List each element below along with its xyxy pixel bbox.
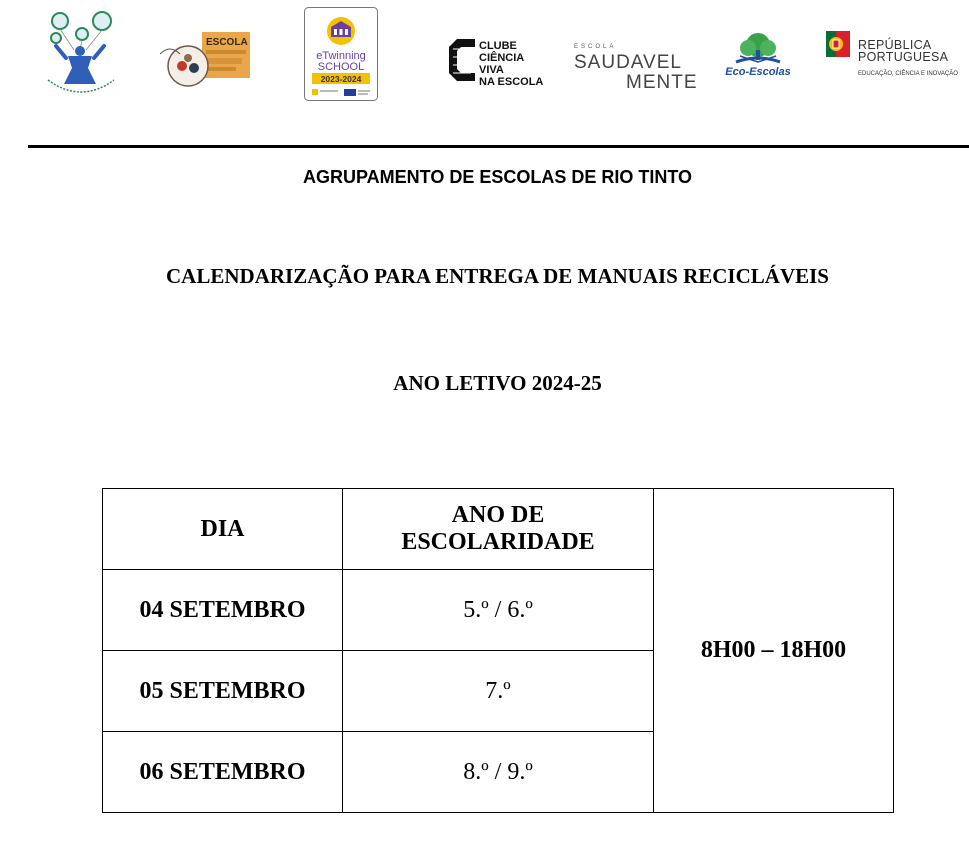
grade-cell: 8.º / 9.º [343,732,654,813]
eco-escolas-logo [718,32,798,80]
time-range: 8H00 – 18H00 [700,637,847,663]
table-header-row [103,489,894,570]
sm-small-word: ESCOLA [574,44,617,50]
header-grade-line-1: ANO DE [451,502,545,528]
day-cell: 06 SETEMBRO [103,732,343,813]
school-name: AGRUPAMENTO DE ESCOLAS DE RIO TINTO [302,167,693,187]
republica-line-2: PORTUGUESA [858,50,949,64]
republica-ministry: EDUCAÇÃO, CIÊNCIA E INOVAÇÃO [858,71,958,77]
grade-cell: 7.º [343,651,654,732]
etwinning-name: eTwinning [316,50,366,62]
escola-word: ESCOLA [206,37,248,48]
ccv-line-2: CIÊNCIA VIVA [479,52,524,76]
ccv-line-1: CLUBE [479,40,517,52]
school-year: ANO LETIVO 2024-25 [393,371,602,395]
escola-saudavel-mente-logo [574,44,702,92]
ccv-line-3: NA ESCOLA [479,76,544,88]
header-day-label: DIA [200,515,245,542]
sm-line-1: SAUDAVEL [574,52,682,73]
header-grade [343,489,654,570]
time-cell [654,489,894,813]
escola-sem-bullying-logo [160,32,252,88]
etwinning-school-logo [304,7,378,101]
republica-line-1: REPÚBLICA [858,38,932,52]
etwinning-years: 2023-2024 [320,74,362,84]
eco-escolas-label: Eco-Escolas [725,66,791,78]
sm-line-2: MENTE [626,72,698,93]
republica-portuguesa-logo [824,29,960,85]
day-cell: 04 SETEMBRO [103,570,343,651]
clube-ciencia-viva-logo [447,35,551,88]
header-day [103,489,343,570]
grade-cell: 5.º / 6.º [343,570,654,651]
etwinning-school-word: SCHOOL [317,61,365,73]
header-divider [28,145,969,148]
day-cell: 05 SETEMBRO [103,651,343,732]
header-grade-line-2: ESCOLARIDADE [401,529,595,555]
schedule-table [102,488,894,813]
document-title: CALENDARIZAÇÃO PARA ENTREGA DE MANUAIS RECICLÁVEIS [166,264,829,288]
agrupamento-logo [38,10,124,100]
ccv-text [479,40,551,88]
